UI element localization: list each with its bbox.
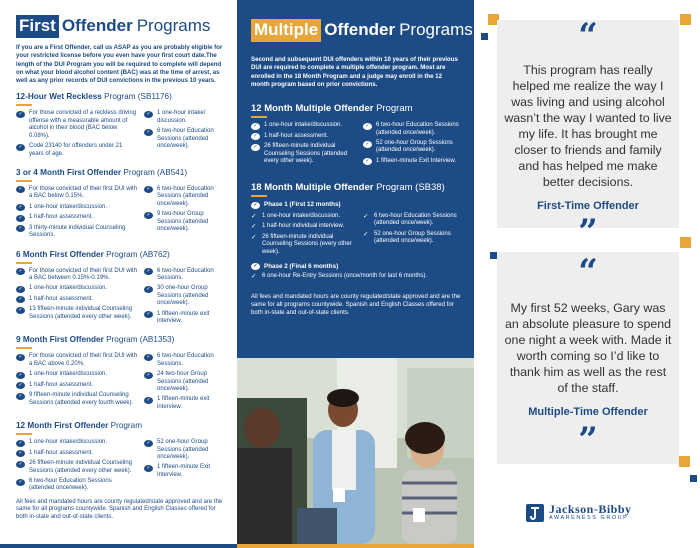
- section-underline: [16, 262, 32, 264]
- list-item: [16, 296, 138, 304]
- list-item: [251, 143, 357, 165]
- section-underline: [16, 347, 32, 349]
- list-item-text: 1 half-hour assessment.: [264, 132, 329, 139]
- section-code: Program: [376, 103, 413, 115]
- list-item: [144, 353, 227, 368]
- section-code: Program: [110, 421, 143, 431]
- section-name: 12 Month Multiple Offender: [251, 103, 374, 115]
- middle-footer-note: All fees and mandated hours are county regulated/state approved and are the same for all programs countywide. Spanish and English Classes offered for both in-state and out-of-state clients.: [251, 292, 461, 316]
- tick-icon: ✓: [251, 273, 257, 281]
- title-programs-word: Programs: [399, 20, 473, 39]
- list-column: [16, 353, 144, 414]
- list-column: [363, 122, 462, 168]
- list-column: [251, 213, 363, 259]
- list-item-text: 26 fifteen-minute individual Counseling Sessions (attended every other week).: [29, 460, 133, 474]
- list-item: [144, 439, 227, 461]
- list-item: [16, 460, 138, 475]
- list-item: [144, 186, 227, 208]
- decor-square: [680, 237, 691, 248]
- list-item-text: For those convicted of their first DUI with a BAC below 0.15%.: [29, 185, 138, 200]
- list-column: [144, 110, 227, 160]
- list-item-text: 1 half-hour assessment.: [29, 449, 94, 456]
- section-code: Program (SB1176): [104, 92, 172, 102]
- list-item: [251, 223, 357, 230]
- list-item: [144, 268, 227, 283]
- list-item-text: 1 one-hour intake/discussion.: [29, 203, 108, 210]
- list-item: [16, 143, 138, 158]
- list-item-text: 6 two-hour Education Sessions (attended once/week).: [376, 122, 459, 136]
- tick-icon: ✓: [363, 212, 369, 220]
- list-item-text: 52 one-hour Group Sessions (attended once/week).: [376, 140, 453, 154]
- list-column: [16, 186, 144, 243]
- check-icon: ✓: [16, 286, 25, 293]
- check-icon: ✓: [144, 186, 153, 193]
- list-item-text: 1 half-hour individual interview.: [262, 223, 345, 230]
- list-item-text: For those convicted of their first DUI with a BAC between 0.15%-0.19%.: [29, 267, 138, 281]
- left-footer-note: All fees and mandated hours are county regulated/state approved and are the same for all programs countywide. Spanish and English Classes offered for both in-state and out-of-state clients.: [16, 498, 223, 521]
- list-item: [16, 392, 138, 407]
- list-item: [144, 285, 227, 307]
- logo-name: Jackson-Bibby: [549, 502, 632, 516]
- program-item-list: [16, 268, 227, 329]
- check-icon: ✓: [144, 354, 153, 361]
- list-item-text: 6 two-hour Education Sessions.: [157, 267, 214, 281]
- section-code: Program (AB541): [123, 167, 188, 177]
- list-item: [16, 214, 138, 222]
- list-item: [144, 128, 227, 150]
- phase-2-label: [251, 263, 462, 271]
- testimonials-panel: [474, 0, 700, 548]
- list-item: [144, 464, 227, 479]
- check-icon: ✓: [144, 129, 153, 136]
- list-item: [144, 396, 227, 411]
- logo-subtitle: AWARENESS GROUP: [549, 515, 629, 521]
- multiple-offender-title: [251, 18, 473, 42]
- section-name: 3 or 4 Month First Offender: [16, 167, 122, 177]
- list-item-text: 1 half-hour assessment.: [29, 295, 94, 302]
- list-item-text: 1 fifteen-minute exit interview.: [157, 396, 210, 410]
- eighteen-month-phase1-list: [251, 213, 462, 259]
- twelve-month-multiple-list: [251, 122, 462, 168]
- list-column: [16, 110, 144, 160]
- check-icon: ✓: [144, 286, 153, 293]
- open-quote-icon: “: [578, 252, 598, 292]
- check-icon: ✓: [16, 215, 25, 222]
- check-icon: ✓: [144, 311, 153, 318]
- list-item-text: 52 one-hour Group Sessions (attended once/week).: [374, 230, 451, 245]
- decor-square: [690, 475, 697, 482]
- first-offender-title: [16, 14, 227, 38]
- check-icon: ✓: [16, 382, 25, 389]
- list-item-text: 1 one-hour intake/ discussion.: [157, 110, 206, 124]
- list-item-text: 26 fifteen-minute individual Counseling Sessions (attended every other week).: [264, 143, 348, 164]
- section-underline: [16, 433, 32, 435]
- section-underline: [251, 195, 267, 197]
- list-item: [16, 353, 138, 368]
- list-item-text: 1 fifteen-minute exit interview.: [157, 310, 210, 324]
- program-item-list: [16, 110, 227, 160]
- list-item-text: 1 one-hour intake/discussion.: [29, 285, 108, 292]
- multiple-offender-panel: [237, 0, 474, 548]
- company-logo: [526, 503, 632, 522]
- list-item: [16, 285, 138, 293]
- list-item-text: 6 one-hour Re-Entry Sessions (once/month for last 6 months).: [262, 273, 428, 280]
- check-icon: ✓: [16, 296, 25, 303]
- list-item-text: 1 fifteen-minute Exit Interview.: [376, 157, 457, 164]
- list-item: [144, 311, 227, 326]
- list-column: [144, 186, 227, 243]
- check-icon: ✓: [144, 268, 153, 275]
- testimonial-card-multiple: [497, 252, 679, 464]
- check-icon: ✓: [16, 372, 25, 379]
- section-name: 12 Month First Offender: [16, 421, 109, 431]
- tick-icon: ✓: [251, 233, 257, 241]
- list-item-text: 9 two-hour Group Sessions (attended once/week).: [157, 211, 209, 232]
- list-column: [144, 439, 227, 496]
- section-code: Program (SB38): [376, 182, 445, 194]
- list-item: [363, 122, 462, 137]
- check-icon: ✓: [144, 111, 153, 118]
- tick-icon: ✓: [251, 223, 257, 231]
- section-underline: [16, 104, 32, 106]
- section-name: 9 Month First Offender: [16, 335, 104, 345]
- check-icon: ✓: [251, 202, 260, 209]
- check-icon: ✓: [16, 111, 25, 118]
- list-item: [16, 450, 138, 458]
- open-quote-icon: “: [578, 16, 598, 56]
- program-section-heading: [16, 250, 227, 260]
- check-icon: ✓: [363, 158, 372, 165]
- list-item-text: 1 one-hour intake/discussion.: [29, 371, 108, 378]
- program-item-list: [16, 353, 227, 414]
- check-icon: ✓: [144, 212, 153, 219]
- list-item-text: 9 fifteen-minute individual Counseling Sessions (attended every fourth week).: [29, 392, 134, 406]
- check-icon: ✓: [144, 397, 153, 404]
- eighteen-month-multiple-heading: [251, 182, 462, 193]
- twelve-month-multiple-heading: [251, 103, 462, 114]
- check-icon: ✓: [251, 263, 260, 270]
- list-item: [16, 225, 138, 240]
- list-item-text: 6 two-hour Education Sessions (attended once/week).: [157, 128, 214, 150]
- list-item-text: 6 two-hour Education Sessions.: [157, 353, 214, 367]
- list-item-text: 1 fifteen-minute Exit Interview.: [157, 464, 211, 478]
- section-code: Program (AB1353): [106, 335, 175, 345]
- list-item-text: For those convicted of their first DUI with a BAC above 0.20%.: [29, 353, 138, 367]
- list-item-text: 13 fifteen-minute individual Counseling Sessions (attended every other week).: [29, 306, 133, 320]
- list-item: [363, 231, 462, 246]
- check-icon: ✓: [363, 123, 372, 130]
- testimonial-card-first: [497, 16, 679, 252]
- list-column: [144, 268, 227, 329]
- list-column: [16, 268, 144, 329]
- check-icon: ✓: [16, 450, 25, 457]
- list-item-text: 26 fifteen-minute individual Counseling Sessions (every other week).: [262, 233, 352, 255]
- list-item: [16, 110, 138, 140]
- program-section-heading: [16, 92, 227, 102]
- section-underline: [16, 180, 32, 182]
- check-icon: ✓: [16, 204, 25, 211]
- check-icon: ✓: [16, 225, 25, 232]
- check-icon: ✓: [16, 479, 25, 486]
- title-offender-word: Offender: [324, 20, 396, 39]
- list-item: [363, 158, 462, 166]
- testimonial-text: My first 52 weeks, Gary was an absolute pleasure to spend one night a week with. Made it worth coming so I’d like to thank him as well as the rest of the staff.: [504, 301, 672, 395]
- check-icon: ✓: [144, 465, 153, 472]
- multiple-offender-intro: Second and subsequent DUI offenders within 10 years of their previous DUI are required to complete a multiple offender program. Most are enrolled in the 18 Month Program and a judge may enroll in the 12 month program based on prior convictions.: [251, 56, 458, 88]
- section-name: 12-Hour Wet Reckless: [16, 92, 102, 102]
- list-item-text: 24 two-hour Group Sessions (attended once/week).: [157, 371, 209, 393]
- check-icon: ✓: [144, 440, 153, 447]
- list-item-text: 1 one-hour intake/discussion.: [264, 122, 343, 129]
- list-column: [144, 353, 227, 414]
- list-item: [363, 140, 462, 155]
- check-icon: ✓: [16, 186, 25, 193]
- list-item-text: 1 one-hour intake/discussion.: [29, 439, 108, 446]
- section-underline: [251, 116, 267, 118]
- decor-square: [680, 14, 691, 25]
- check-icon: ✓: [16, 440, 25, 447]
- close-quote-icon: ”: [578, 420, 598, 460]
- left-bottom-bar: [0, 544, 237, 548]
- list-item-text: 1 one-hour intake/discussion.: [262, 212, 341, 219]
- program-section-heading: [16, 421, 227, 431]
- list-item: [251, 213, 357, 220]
- list-item: [144, 211, 227, 233]
- list-item: [16, 371, 138, 379]
- program-section-heading: [16, 168, 227, 178]
- list-item: [251, 133, 357, 141]
- list-item: [363, 213, 462, 228]
- check-icon: ✓: [16, 144, 25, 151]
- check-icon: ✓: [363, 141, 372, 148]
- list-item-text: For those convicted of a reckless driving offense with a measurable amount of alcohol in their blood (BAC below 0.08%).: [29, 110, 137, 139]
- check-icon: ✓: [16, 393, 25, 400]
- list-item-text: Code 23140 for offenders under 21 years of age.: [29, 143, 123, 157]
- check-icon: ✓: [251, 133, 260, 140]
- list-item: [144, 371, 227, 393]
- list-item-text: 6 two-hour Education Sessions (attended once/week).: [157, 185, 214, 207]
- title-offender-word: Offender: [61, 16, 133, 35]
- logo-mark-icon: [526, 504, 544, 522]
- check-icon: ✓: [251, 144, 260, 151]
- list-item-text: 52 one-hour Group Sessions (attended once/week).: [157, 439, 209, 461]
- program-item-list: [16, 186, 227, 243]
- list-item: [251, 234, 357, 256]
- list-item-text: 30 one-hour Group Sessions (attended once/week).: [157, 285, 209, 307]
- testimonial-attribution: First-Time Offender: [537, 200, 639, 212]
- testimonial-attribution: Multiple-Time Offender: [528, 406, 648, 418]
- check-icon: ✓: [16, 268, 25, 275]
- list-item-text: 1 half-hour assessment.: [29, 381, 94, 388]
- list-item-text: 6 two-hour Education Sessions (attended once/week).: [29, 478, 112, 492]
- list-item: [16, 306, 138, 321]
- list-item: [16, 186, 138, 201]
- phase-1-text: Phase 1 (First 12 months): [264, 201, 341, 209]
- list-item: [16, 382, 138, 390]
- group-counseling-photo: [237, 358, 474, 544]
- section-name: 6 Month First Offender: [16, 249, 104, 259]
- close-quote-icon: ”: [578, 212, 598, 252]
- list-item-text: 6 two-hour Education Sessions (attended once/week).: [374, 212, 457, 227]
- list-item: [16, 478, 138, 493]
- section-name: 18 Month Multiple Offender: [251, 182, 374, 194]
- check-icon: ✓: [16, 461, 25, 468]
- list-item: [16, 268, 138, 283]
- decor-square: [481, 33, 488, 40]
- tick-icon: ✓: [363, 230, 369, 238]
- list-column: [16, 439, 144, 496]
- check-icon: ✓: [144, 372, 153, 379]
- multiple-offender-blue-box: [237, 0, 474, 358]
- list-item: [251, 273, 462, 280]
- list-item-text: 1 half-hour assessment.: [29, 214, 94, 221]
- title-first-word: First: [16, 15, 59, 38]
- first-offender-sections: [16, 92, 227, 495]
- program-item-list: [16, 439, 227, 496]
- section-code: Program (AB762): [106, 249, 170, 259]
- first-offender-panel: [0, 0, 237, 548]
- middle-bottom-bar: [237, 544, 474, 548]
- list-column: [251, 122, 363, 168]
- decor-square: [490, 252, 497, 259]
- title-multiple-word: Multiple: [251, 19, 321, 42]
- list-item: [16, 204, 138, 212]
- check-icon: ✓: [16, 307, 25, 314]
- photo-illustration: [237, 358, 474, 544]
- phase-2-text: Phase 2 (Final 6 months): [264, 262, 339, 270]
- list-item: [16, 439, 138, 447]
- first-offender-intro: If you are a First Offender, call us ASAP as you are probably eligible for your restricted license before you even have your first court date.The length of the DUI Program you will be required to complete will depend on what your blood alcohol content (BAC) was at the time of arrest, as well as any prior records of DUI convictions in the previous 10 years.: [16, 44, 223, 85]
- list-item: [251, 122, 357, 130]
- list-column: [363, 213, 462, 259]
- list-item-text: 3 thirty-minute individual Counseling Sessions.: [29, 224, 126, 239]
- check-icon: ✓: [16, 354, 25, 361]
- decor-square: [679, 456, 690, 467]
- phase-1-label: [251, 201, 462, 209]
- testimonial-text: This program has really helped me realize the way I was living and using alcohol wasn’t the way I wanted to live my life. It has brought me closer to friends and family and has helped me make better decisions.: [504, 63, 672, 189]
- program-section-heading: [16, 335, 227, 345]
- title-programs-word: Programs: [136, 16, 211, 35]
- tick-icon: ✓: [251, 212, 257, 220]
- check-icon: ✓: [251, 123, 260, 130]
- list-item: [144, 110, 227, 125]
